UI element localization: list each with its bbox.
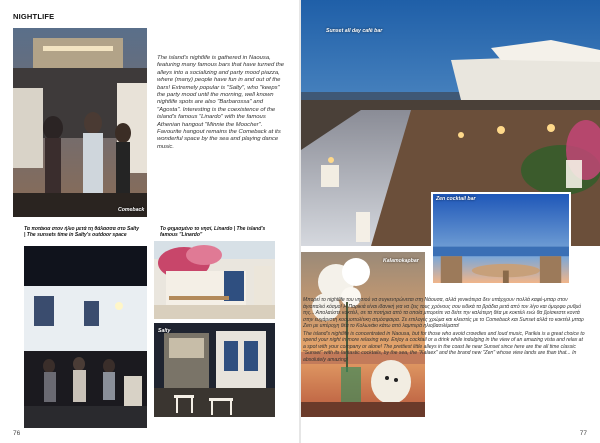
photo-caption-kalamoplefas: Kalamokaρbar (383, 258, 419, 264)
photo-caption-salty: Salty (158, 328, 171, 334)
page-number-left: 76 (13, 430, 21, 437)
comeback-photo (13, 28, 147, 217)
intro-text: The island's nightlife is gathered in Naousa, featuring many famous bars that have turned the alleys into a socializing and party mood piazza, where (many) people have fun in and out of the bars! Extremely popular is "Salty", who "keeps" the party mood until the morning, well known nightlife spots are also "Barbarossa" and "Agosta". Interesting is the coexistence of the island's famous "Linardo" with the famous Athenian hangout "Minnie the Moocher". Favourite hangout remains the Comeback at its wonderful space by the sea and playing dance music. (157, 55, 285, 150)
linardo-photo (154, 241, 275, 319)
body-text-gr: Μπορεί το nightlife του νησιού να συγκεντρώνεται στη Νάουσα, αλλά γενικότερα δεν υπάρχουν πολλά καφέ-μπαρ στον άγιοπαλιό κόσμο! Η Παρικιά είναι ιδανική για να ζεις τους χρόνους σου ειδικά τα βράδια μετά από τον λίγο και όμορφο ρυθμό της... Απολαύστε κοκτέιλ, σε τα ποτήρια από τα οποία μπορείτε να δείτε την καλύτερη θέα με κοκτέιλ ενώ θα βρίσκεστε κοντά στην ευχάριστη κοσμοπολίτικη ατμόσφαιρα. Σε επιλογές χρώμα και κλειστές με το Comeback και Sunset αλλά το κοκτέιλ μπαρ Zen με υπέροχη θέα το Κολωνάκι κάτω από λαμπερά ηλιοβασιλέματα! (303, 297, 584, 330)
page-number-right: 77 (579, 430, 587, 437)
salty-interior-photo (154, 323, 275, 417)
caption-linardo (160, 226, 290, 238)
body-text-en: The island's nightlife is concentrated in Naousa, but for those who avoid crowdies and loud music, Parikia is a great choice to spend your night in more relaxing way. Enjoy a cocktail or a drink while indulging in the view of an amazing vista and relax at a spot with your company or alone! The prettiest little alleys in the coast lie near Sunset since here are the all time classic "Sunset" with its fantastic cocktails, by the sea, the "Kalaex" and the brand new "Zen" whose view lands are than that... In absolutely amazing! (303, 330, 585, 363)
photo-caption-sunset: Sunset all day café bar (326, 28, 383, 34)
caption-linardo-gr: Το φημισμένο το νησί, Linardo | The island's (160, 226, 266, 232)
photo-caption-zen: Zen cocktail bar (436, 196, 476, 202)
photo-caption-comeback: Comeback (118, 207, 145, 213)
caption-linardo-en: famous "Linardo" (160, 232, 203, 239)
body-text (303, 297, 585, 363)
caption-salty-en: | The sunsets time in Salty's outdoor space (24, 232, 127, 239)
section-title: NIGHTLIFE (13, 12, 55, 21)
zen-bar-photo (431, 192, 571, 285)
left-page (0, 0, 299, 443)
salty-outdoor-photo (24, 246, 147, 428)
right-page (301, 0, 600, 443)
caption-salty-gr: Τα ποτάκια στον ήλιο μετά τη θάλασσα στο Salty (24, 226, 139, 232)
caption-salty (24, 226, 148, 238)
